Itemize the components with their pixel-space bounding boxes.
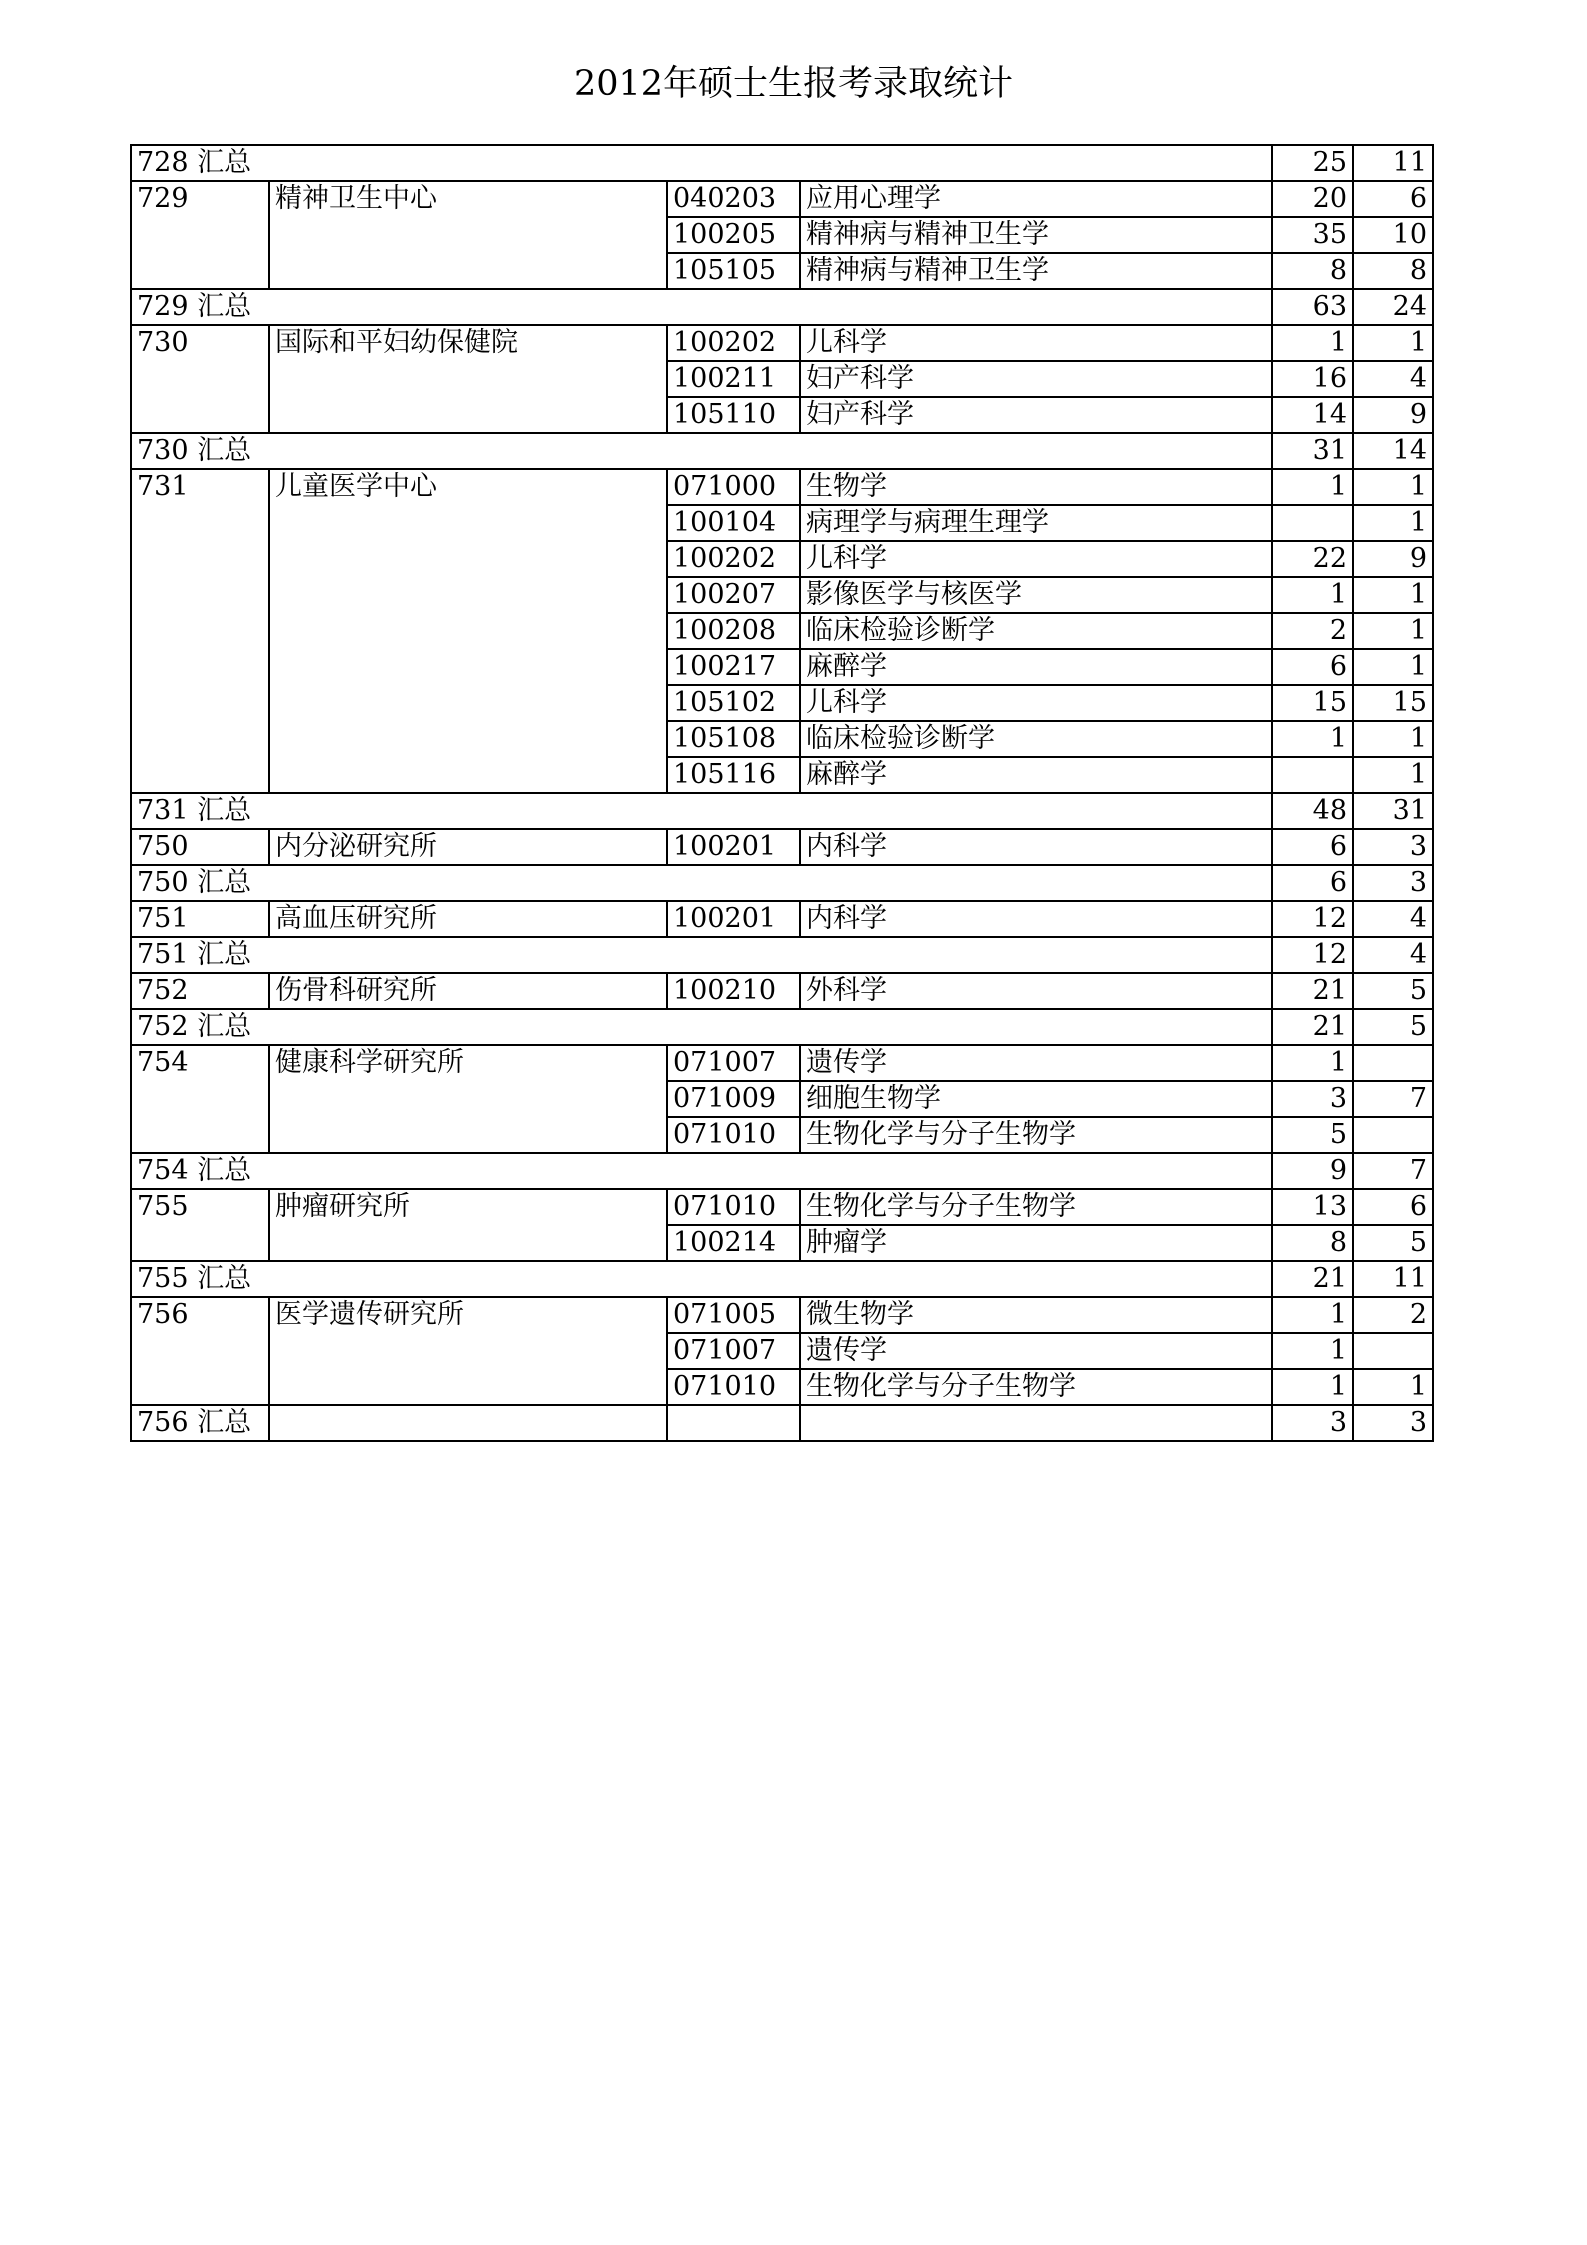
applied-count-cell: 8 (1272, 253, 1353, 289)
major-name-cell: 生物化学与分子生物学 (800, 1369, 1272, 1405)
admission-stats-table (130, 144, 1434, 1442)
admitted-count-cell: 9 (1353, 541, 1433, 577)
applied-count-cell: 20 (1272, 181, 1353, 217)
summary-applied-cell: 6 (1272, 865, 1353, 901)
major-code-cell: 100202 (667, 325, 800, 361)
major-code-cell: 071007 (667, 1045, 800, 1081)
summary-row (131, 1009, 1433, 1045)
summary-label-cell: 750 汇总 (131, 865, 1272, 901)
summary-applied-cell: 21 (1272, 1261, 1353, 1297)
summary-admitted-cell: 24 (1353, 289, 1433, 325)
major-name-cell: 应用心理学 (800, 181, 1272, 217)
unit-name-cell: 儿童医学中心 (269, 469, 667, 793)
applied-count-cell: 6 (1272, 649, 1353, 685)
major-code-cell: 105116 (667, 757, 800, 793)
major-code-cell: 105102 (667, 685, 800, 721)
major-code-cell: 071010 (667, 1369, 800, 1405)
unit-code-cell: 756 (131, 1297, 269, 1405)
summary-label-cell: 751 汇总 (131, 937, 1272, 973)
applied-count-cell: 1 (1272, 1297, 1353, 1333)
major-code-cell: 100104 (667, 505, 800, 541)
applied-count-cell (1272, 757, 1353, 793)
summary-admitted-cell: 7 (1353, 1153, 1433, 1189)
major-code-cell: 100208 (667, 613, 800, 649)
admitted-count-cell: 10 (1353, 217, 1433, 253)
major-name-cell: 内科学 (800, 829, 1272, 865)
applied-count-cell: 1 (1272, 325, 1353, 361)
major-code-cell: 105105 (667, 253, 800, 289)
summary-label-cell: 752 汇总 (131, 1009, 1272, 1045)
summary-row (131, 1405, 1433, 1441)
unit-name-cell: 肿瘤研究所 (269, 1189, 667, 1261)
summary-admitted-cell: 11 (1353, 145, 1433, 181)
summary-empty-cell (667, 1405, 800, 1441)
summary-row (131, 793, 1433, 829)
applied-count-cell: 1 (1272, 577, 1353, 613)
major-name-cell: 影像医学与核医学 (800, 577, 1272, 613)
applied-count-cell: 16 (1272, 361, 1353, 397)
table-row (131, 181, 1433, 217)
unit-code-cell: 754 (131, 1045, 269, 1153)
table-row (131, 1045, 1433, 1081)
admitted-count-cell: 6 (1353, 181, 1433, 217)
applied-count-cell: 14 (1272, 397, 1353, 433)
table-row (131, 1189, 1433, 1225)
major-name-cell: 麻醉学 (800, 757, 1272, 793)
applied-count-cell: 3 (1272, 1081, 1353, 1117)
admitted-count-cell: 4 (1353, 361, 1433, 397)
applied-count-cell: 35 (1272, 217, 1353, 253)
unit-code-cell: 730 (131, 325, 269, 433)
applied-count-cell: 21 (1272, 973, 1353, 1009)
unit-code-cell: 731 (131, 469, 269, 793)
major-code-cell: 100201 (667, 829, 800, 865)
unit-name-cell: 医学遗传研究所 (269, 1297, 667, 1405)
admitted-count-cell: 9 (1353, 397, 1433, 433)
applied-count-cell: 13 (1272, 1189, 1353, 1225)
admitted-count-cell: 7 (1353, 1081, 1433, 1117)
admitted-count-cell: 8 (1353, 253, 1433, 289)
table-row (131, 325, 1433, 361)
admitted-count-cell: 1 (1353, 757, 1433, 793)
summary-label-cell: 754 汇总 (131, 1153, 1272, 1189)
summary-label-cell: 730 汇总 (131, 433, 1272, 469)
summary-empty-cell (800, 1405, 1272, 1441)
summary-admitted-cell: 5 (1353, 1009, 1433, 1045)
major-name-cell: 精神病与精神卫生学 (800, 253, 1272, 289)
table-row (131, 973, 1433, 1009)
unit-name-cell: 精神卫生中心 (269, 181, 667, 289)
summary-applied-cell: 25 (1272, 145, 1353, 181)
applied-count-cell: 22 (1272, 541, 1353, 577)
unit-name-cell: 内分泌研究所 (269, 829, 667, 865)
summary-applied-cell: 21 (1272, 1009, 1353, 1045)
unit-name-cell: 国际和平妇幼保健院 (269, 325, 667, 433)
applied-count-cell: 5 (1272, 1117, 1353, 1153)
applied-count-cell (1272, 505, 1353, 541)
major-name-cell: 儿科学 (800, 541, 1272, 577)
major-code-cell: 105110 (667, 397, 800, 433)
summary-applied-cell: 9 (1272, 1153, 1353, 1189)
major-name-cell: 细胞生物学 (800, 1081, 1272, 1117)
admitted-count-cell: 5 (1353, 973, 1433, 1009)
applied-count-cell: 12 (1272, 901, 1353, 937)
major-code-cell: 100210 (667, 973, 800, 1009)
summary-label-cell: 755 汇总 (131, 1261, 1272, 1297)
major-name-cell: 遗传学 (800, 1045, 1272, 1081)
admitted-count-cell: 1 (1353, 325, 1433, 361)
summary-label-cell: 731 汇总 (131, 793, 1272, 829)
table-row (131, 901, 1433, 937)
summary-row (131, 1261, 1433, 1297)
admitted-count-cell: 2 (1353, 1297, 1433, 1333)
admitted-count-cell: 15 (1353, 685, 1433, 721)
major-name-cell: 临床检验诊断学 (800, 721, 1272, 757)
summary-row (131, 433, 1433, 469)
major-name-cell: 精神病与精神卫生学 (800, 217, 1272, 253)
admitted-count-cell: 1 (1353, 469, 1433, 505)
unit-name-cell: 健康科学研究所 (269, 1045, 667, 1153)
major-name-cell: 妇产科学 (800, 397, 1272, 433)
summary-admitted-cell: 4 (1353, 937, 1433, 973)
table-row (131, 469, 1433, 505)
major-name-cell: 外科学 (800, 973, 1272, 1009)
major-code-cell: 071009 (667, 1081, 800, 1117)
summary-empty-cell (269, 1405, 667, 1441)
applied-count-cell: 6 (1272, 829, 1353, 865)
major-name-cell: 生物学 (800, 469, 1272, 505)
admitted-count-cell (1353, 1333, 1433, 1369)
major-name-cell: 儿科学 (800, 685, 1272, 721)
major-code-cell: 100205 (667, 217, 800, 253)
major-code-cell: 071000 (667, 469, 800, 505)
admitted-count-cell: 1 (1353, 1369, 1433, 1405)
admitted-count-cell: 1 (1353, 505, 1433, 541)
major-code-cell: 071007 (667, 1333, 800, 1369)
major-code-cell: 071010 (667, 1117, 800, 1153)
unit-code-cell: 751 (131, 901, 269, 937)
admitted-count-cell: 6 (1353, 1189, 1433, 1225)
summary-applied-cell: 48 (1272, 793, 1353, 829)
unit-code-cell: 755 (131, 1189, 269, 1261)
applied-count-cell: 15 (1272, 685, 1353, 721)
summary-admitted-cell: 3 (1353, 865, 1433, 901)
summary-row (131, 145, 1433, 181)
summary-row (131, 289, 1433, 325)
summary-applied-cell: 31 (1272, 433, 1353, 469)
major-name-cell: 临床检验诊断学 (800, 613, 1272, 649)
summary-applied-cell: 3 (1272, 1405, 1353, 1441)
applied-count-cell: 1 (1272, 721, 1353, 757)
page-title: 2012年硕士生报考录取统计 (573, 64, 1014, 104)
major-code-cell: 040203 (667, 181, 800, 217)
admitted-count-cell: 1 (1353, 613, 1433, 649)
unit-code-cell: 750 (131, 829, 269, 865)
summary-label-cell: 756 汇总 (131, 1405, 269, 1441)
major-name-cell: 儿科学 (800, 325, 1272, 361)
summary-row (131, 865, 1433, 901)
summary-row (131, 1153, 1433, 1189)
major-code-cell: 100217 (667, 649, 800, 685)
unit-name-cell: 高血压研究所 (269, 901, 667, 937)
major-code-cell: 071005 (667, 1297, 800, 1333)
major-name-cell: 麻醉学 (800, 649, 1272, 685)
major-code-cell: 071010 (667, 1189, 800, 1225)
summary-label-cell: 729 汇总 (131, 289, 1272, 325)
major-code-cell: 100214 (667, 1225, 800, 1261)
applied-count-cell: 1 (1272, 1333, 1353, 1369)
summary-admitted-cell: 14 (1353, 433, 1433, 469)
summary-admitted-cell: 11 (1353, 1261, 1433, 1297)
applied-count-cell: 1 (1272, 1045, 1353, 1081)
admitted-count-cell: 1 (1353, 649, 1433, 685)
major-code-cell: 100202 (667, 541, 800, 577)
major-code-cell: 100201 (667, 901, 800, 937)
applied-count-cell: 1 (1272, 1369, 1353, 1405)
admitted-count-cell: 5 (1353, 1225, 1433, 1261)
applied-count-cell: 1 (1272, 469, 1353, 505)
table-row (131, 829, 1433, 865)
major-name-cell: 生物化学与分子生物学 (800, 1117, 1272, 1153)
table-row (131, 1297, 1433, 1333)
major-name-cell: 病理学与病理生理学 (800, 505, 1272, 541)
summary-applied-cell: 12 (1272, 937, 1353, 973)
admitted-count-cell: 1 (1353, 721, 1433, 757)
summary-admitted-cell: 31 (1353, 793, 1433, 829)
admitted-count-cell (1353, 1117, 1433, 1153)
admitted-count-cell (1353, 1045, 1433, 1081)
major-name-cell: 微生物学 (800, 1297, 1272, 1333)
summary-label-cell: 728 汇总 (131, 145, 1272, 181)
summary-row (131, 937, 1433, 973)
summary-admitted-cell: 3 (1353, 1405, 1433, 1441)
summary-applied-cell: 63 (1272, 289, 1353, 325)
major-name-cell: 生物化学与分子生物学 (800, 1189, 1272, 1225)
unit-code-cell: 729 (131, 181, 269, 289)
unit-name-cell: 伤骨科研究所 (269, 973, 667, 1009)
major-code-cell: 105108 (667, 721, 800, 757)
admitted-count-cell: 3 (1353, 829, 1433, 865)
unit-code-cell: 752 (131, 973, 269, 1009)
major-name-cell: 妇产科学 (800, 361, 1272, 397)
major-code-cell: 100211 (667, 361, 800, 397)
applied-count-cell: 8 (1272, 1225, 1353, 1261)
major-name-cell: 遗传学 (800, 1333, 1272, 1369)
admitted-count-cell: 4 (1353, 901, 1433, 937)
major-code-cell: 100207 (667, 577, 800, 613)
admitted-count-cell: 1 (1353, 577, 1433, 613)
applied-count-cell: 2 (1272, 613, 1353, 649)
major-name-cell: 内科学 (800, 901, 1272, 937)
major-name-cell: 肿瘤学 (800, 1225, 1272, 1261)
